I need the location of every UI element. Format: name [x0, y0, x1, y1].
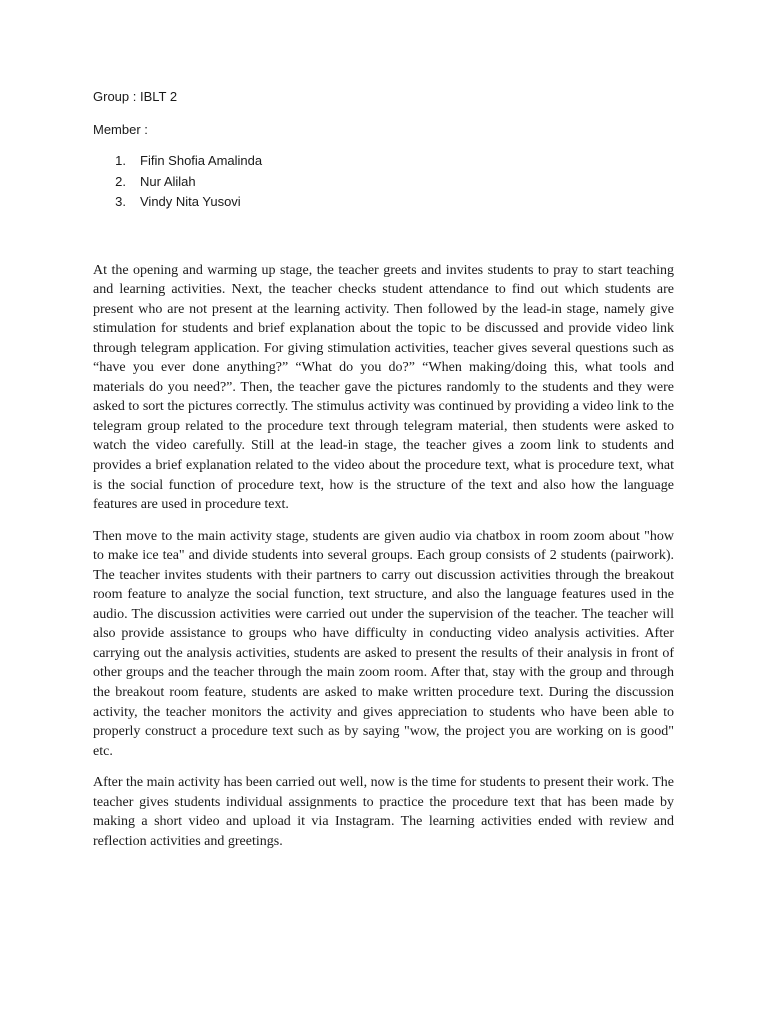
member-number: 1.	[115, 153, 126, 168]
document-page	[93, 88, 674, 851]
member-list	[93, 152, 674, 214]
paragraph-main-activity: Then move to the main activity stage, students are given audio via chatbox in room zoom about "how to make ice tea" and divide students into several groups. Each group consists of 2 students (pairwork). The teacher invites students with their partners to carry out discussion activities through the breakout room feature to analyze the social function, text structure, and also the language features used in the audio. The discussion activities were carried out under the supervision of the teacher. The teacher will also provide assistance to groups who have difficulty in conducting video analysis activities. After carrying out the analysis activities, students are asked to present the results of their analysis in front of other groups and the teacher through the main zoom room. After that, stay with the group and through the breakout room feature, students are asked to make written procedure text. During the discussion activity, the teacher monitors the activity and gives appreciation to students who have been able to properly construct a procedure text such as by saying "wow, the project you are working on is good" etc.	[93, 528, 674, 759]
member-name: Vindy Nita Yusovi	[140, 194, 241, 209]
member-item	[93, 152, 674, 173]
paragraph-closing: After the main activity has been carried out well, now is the time for students to present their work. The teacher gives students individual assignments to practice the procedure text that has been made by making a short video and upload it via Instagram. The learning activities ended with review and reflection activities and greetings.	[93, 775, 674, 849]
member-number: 3.	[115, 194, 126, 209]
member-item	[93, 173, 674, 194]
group-heading: Group : IBLT 2	[93, 89, 178, 104]
paragraph-opening-stage: At the opening and warming up stage, the teacher greets and invites students to pray to start teaching and learning activities. Next, the teacher checks student attendance to find out which students are present who are not present at the learning activity. Then followed by the lead-in stage, namely give stimulation for students and brief explanation about the topic to be discussed and provide video link through telegram application. For giving stimulation activities, teacher gives several questions such as “have you ever done anything?” “What do you do?” “When making/doing this, what tools and materials do you need?”. Then, the teacher gave the pictures randomly to the students and they were asked to sort the pictures correctly. The stimulus activity was continued by providing a video link to the telegram group related to the procedure text through telegram material, then students were asked to watch the video carefully. Still at the lead-in stage, the teacher gives a zoom link to students and provides a brief explanation related to the video about the procedure text, what is procedure text, what is the social function of procedure text, how is the structure of the text and also how the language features are used in procedure text.	[93, 262, 674, 513]
member-label: Member :	[93, 122, 148, 137]
member-item	[93, 193, 674, 214]
member-name: Fifin Shofia Amalinda	[140, 153, 263, 168]
member-name: Nur Alilah	[140, 173, 196, 189]
member-number: 2.	[115, 173, 126, 189]
